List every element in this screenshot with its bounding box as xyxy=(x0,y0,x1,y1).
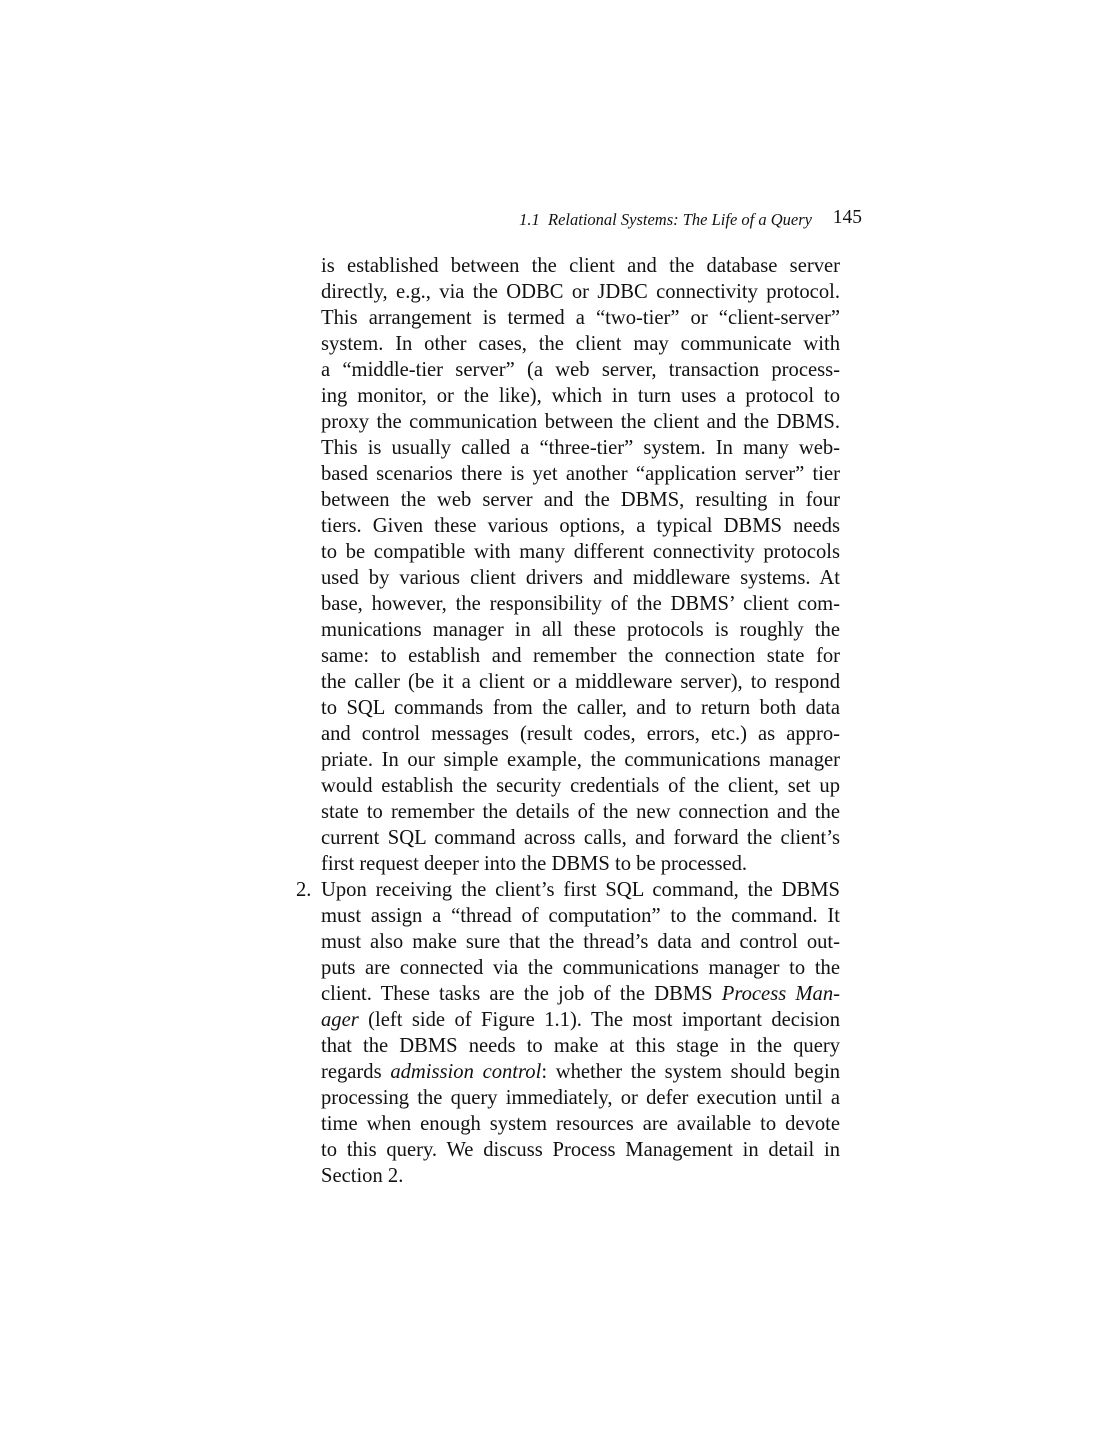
text-line: ing monitor, or the like), which in turn uses a protocol to xyxy=(321,385,840,407)
text-line: must assign a “thread of computation” to the command. It xyxy=(321,905,840,927)
list-item-2 xyxy=(296,877,840,1189)
text-line: based scenarios there is yet another “application server” tier xyxy=(321,463,840,485)
text-line: time when enough system resources are available to devote xyxy=(321,1113,840,1135)
text-line: same: to establish and remember the connection state for xyxy=(321,645,840,667)
text-line: to this query. We discuss Process Management in detail in xyxy=(321,1139,840,1161)
text-line: would establish the security credentials of the client, set up xyxy=(321,775,840,797)
text-line: processing the query immediately, or defer execution until a xyxy=(321,1087,840,1109)
text-line: between the web server and the DBMS, resulting in four xyxy=(321,489,840,511)
text-line: a “middle-tier server” (a web server, transaction process- xyxy=(321,359,840,381)
body-text xyxy=(296,253,840,1189)
text-line xyxy=(321,1059,840,1085)
text-line xyxy=(321,981,840,1007)
text-line: This is usually called a “three-tier” system. In many web- xyxy=(321,437,840,459)
text-line: current SQL command across calls, and forward the client’s xyxy=(321,827,840,849)
text-line: puts are connected via the communications manager to the xyxy=(321,957,840,979)
text-line: munications manager in all these protocols is roughly the xyxy=(321,619,840,641)
text-line xyxy=(321,1007,840,1033)
text-line: directly, e.g., via the ODBC or JDBC connectivity protocol. xyxy=(321,281,840,303)
text-segment: (left side of Figure 1.1). The most important decision xyxy=(358,1009,840,1031)
text-line: that the DBMS needs to make at this stage in the query xyxy=(321,1035,840,1057)
page-number: 145 xyxy=(832,207,862,228)
text-line: This arrangement is termed a “two-tier” or “client-server” xyxy=(321,307,840,329)
text-line: priate. In our simple example, the communications manager xyxy=(321,749,840,771)
text-segment: client. These tasks are the job of the DBMS xyxy=(321,983,722,1005)
text-segment: : whether the system should begin xyxy=(541,1061,840,1083)
text-line: tiers. Given these various options, a typical DBMS needs xyxy=(321,515,840,537)
text-line: to SQL commands from the caller, and to return both data xyxy=(321,697,840,719)
continued-list-item xyxy=(321,253,840,877)
list-item-number: 2. xyxy=(296,879,312,901)
text-segment: regards xyxy=(321,1061,391,1083)
text-line: is established between the client and the database server xyxy=(321,255,840,277)
section-title: Relational Systems: The Life of a Query xyxy=(548,210,812,229)
emphasis-process-manager: Process Man- xyxy=(721,983,840,1005)
text-line: to be compatible with many different connectivity protocols xyxy=(321,541,840,563)
running-head-title xyxy=(519,210,812,230)
text-line: and control messages (result codes, errors, etc.) as appro- xyxy=(321,723,840,745)
text-line: must also make sure that the thread’s data and control out- xyxy=(321,931,840,953)
running-head xyxy=(470,207,862,231)
text-line: state to remember the details of the new connection and the xyxy=(321,801,840,823)
emphasis-admission-control: admission control xyxy=(390,1061,542,1083)
text-line: first request deeper into the DBMS to be processed. xyxy=(321,853,748,875)
text-line: Upon receiving the client’s first SQL command, the DBMS xyxy=(321,879,840,901)
text-line: base, however, the responsibility of the DBMS’ client com- xyxy=(321,593,840,615)
text-line: used by various client drivers and middleware systems. At xyxy=(321,567,840,589)
section-number: 1.1 xyxy=(519,210,540,229)
emphasis-process-manager-cont: ager xyxy=(321,1009,359,1031)
text-line: proxy the communication between the client and the DBMS. xyxy=(321,411,840,433)
text-line: Section 2. xyxy=(321,1165,404,1187)
text-line: system. In other cases, the client may communicate with xyxy=(321,333,840,355)
text-line: the caller (be it a client or a middleware server), to respond xyxy=(321,671,840,693)
